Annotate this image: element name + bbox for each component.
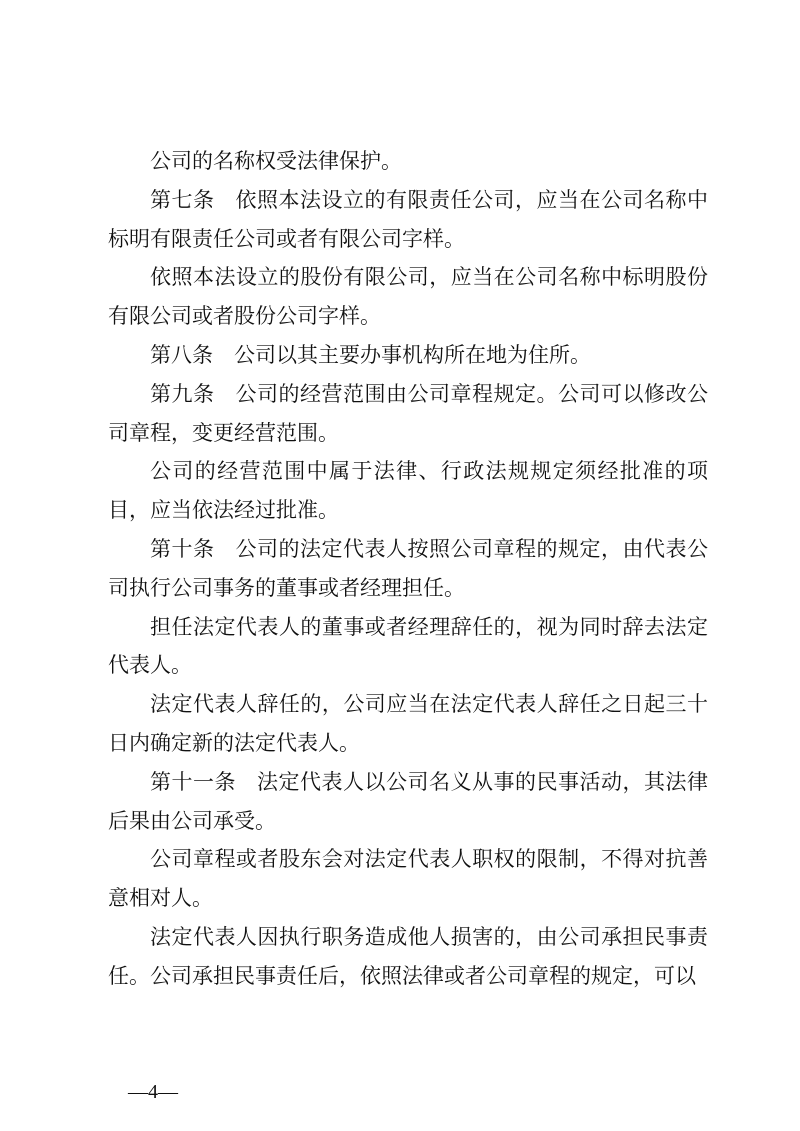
article-number: 第十一条 (150, 769, 236, 794)
paragraph (108, 918, 708, 996)
paragraph (108, 452, 708, 530)
article-number: 第七条 (150, 187, 215, 212)
paragraph-text: 依照本法设立的有限责任公司，应当在公司名称中标明有限责任公司或者有限公司字样。 (108, 187, 708, 251)
paragraph-text: 公司的经营范围由公司章程规定。公司可以修改公司章程，变更经营范围。 (108, 381, 708, 445)
paragraph-text: 公司的法定代表人按照公司章程的规定，由代表公司执行公司事务的董事或者经理担任。 (108, 536, 708, 600)
paragraph-text: 公司的名称权受法律保护。 (150, 149, 402, 173)
paragraph-text: 担任法定代表人的董事或者经理辞任的，视为同时辞去法定代表人。 (108, 614, 708, 678)
paragraph (108, 181, 708, 259)
paragraph (108, 375, 708, 453)
paragraph-text: 法定代表人以公司名义从事的民事活动，其法律后果由公司承受。 (108, 769, 708, 833)
document-body (108, 142, 708, 996)
paragraph (108, 763, 708, 841)
paragraph (108, 608, 708, 686)
paragraph (108, 258, 708, 336)
paragraph (108, 530, 708, 608)
paragraph (108, 840, 708, 918)
article-number: 第九条 (150, 381, 215, 406)
paragraph-text: 依照本法设立的股份有限公司，应当在公司名称中标明股份有限公司或者股份公司字样。 (108, 265, 708, 329)
paragraph-text: 公司章程或者股东会对法定代表人职权的限制，不得对抗善意相对人。 (108, 847, 708, 911)
paragraph (108, 685, 708, 763)
article-number: 第十条 (150, 536, 215, 561)
paragraph-text: 法定代表人因执行职务造成他人损害的，由公司承担民事责任。公司承担民事责任后，依照法律或者公司章程的规定，可以 (108, 924, 708, 988)
paragraph (108, 336, 708, 375)
paragraph-text: 公司以其主要办事机构所在地为住所。 (234, 342, 591, 367)
paragraph (108, 142, 708, 181)
paragraph-text: 公司的经营范围中属于法律、行政法规规定须经批准的项目，应当依法经过批准。 (108, 459, 708, 523)
page-number: —4— (128, 1081, 178, 1103)
article-number: 第八条 (150, 342, 213, 367)
paragraph-text: 法定代表人辞任的，公司应当在法定代表人辞任之日起三十日内确定新的法定代表人。 (108, 692, 708, 755)
